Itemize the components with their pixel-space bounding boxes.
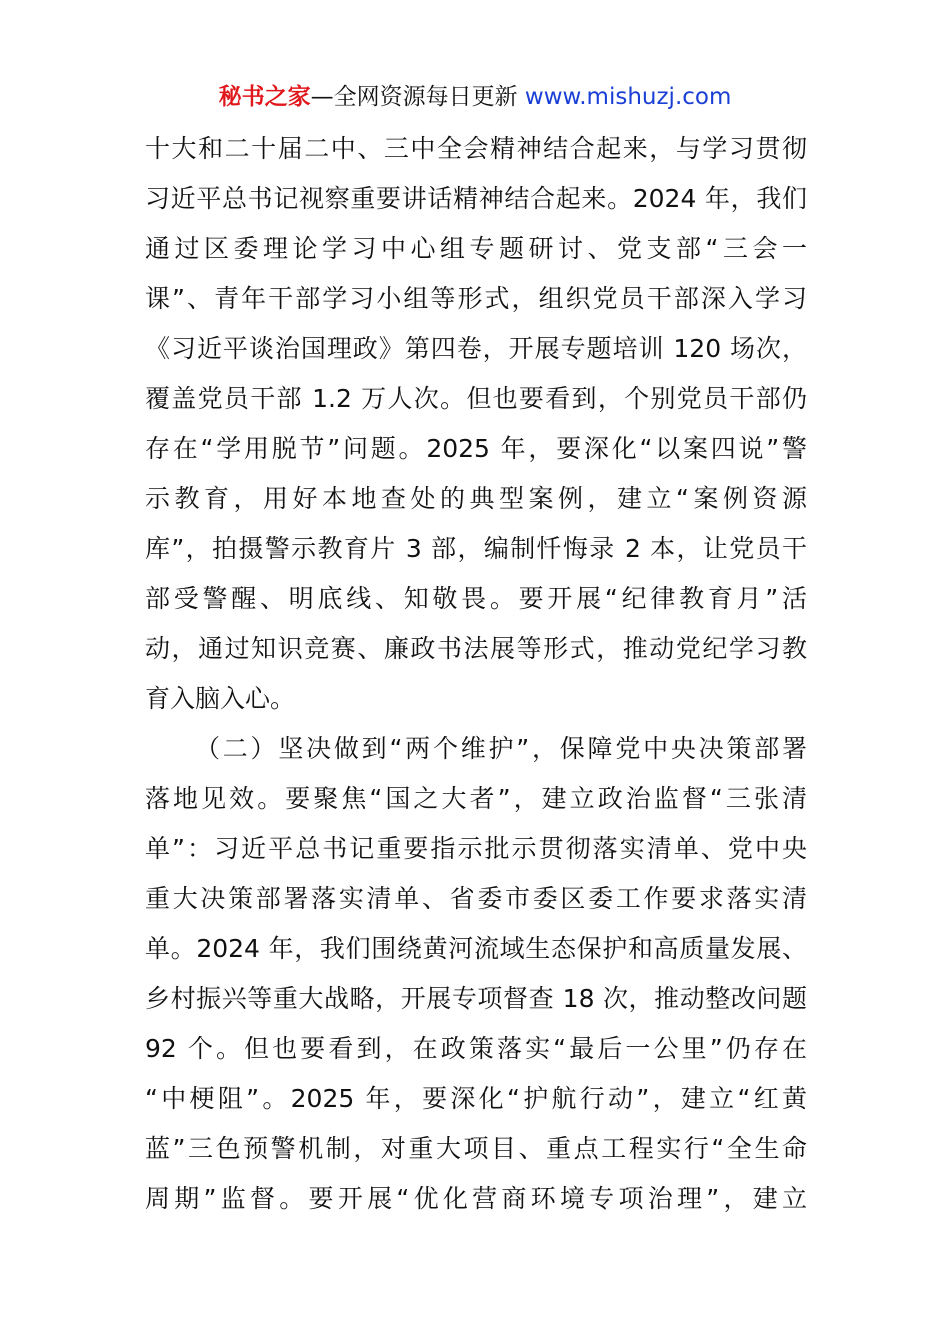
text-line: 动，通过知识竞赛、廉政书法展等形式，推动党纪学习教 — [145, 634, 807, 663]
text-line: 周期”监督。要开展“优化营商环境专项治理”，建立 — [145, 1184, 807, 1213]
text-line: 蓝”三色预警机制，对重大项目、重点工程实行“全生命 — [145, 1134, 807, 1163]
text-line: 库”，拍摄警示教育片 3 部，编制忏悔录 2 本，让党员干 — [145, 534, 807, 563]
text-line: 92 个。但也要看到，在政策落实“最后一公里”仍存在 — [145, 1034, 807, 1063]
text-line: 通过区委理论学习中心组专题研讨、党支部“三会一 — [145, 234, 807, 263]
text-line: 课”、青年干部学习小组等形式，组织党员干部深入学习 — [145, 284, 807, 313]
text-line: “中梗阻”。2025 年，要深化“护航行动”，建立“红黄 — [145, 1084, 807, 1113]
section-heading-line: （二）坚决做到“两个维护”，保障党中央决策部署 — [195, 734, 807, 763]
text-line: 单”：习近平总书记重要指示批示贯彻落实清单、党中央 — [145, 834, 807, 863]
text-line: 部受警醒、明底线、知敬畏。要开展“纪律教育月”活 — [145, 584, 807, 613]
brand-name: 秘书之家 — [218, 84, 311, 110]
document-body — [145, 124, 807, 1224]
text-line: 存在“学用脱节”问题。2025 年，要深化“以案四说”警 — [145, 434, 807, 463]
text-line: 落地见效。要聚焦“国之大者”，建立政治监督“三张清 — [145, 784, 807, 813]
paragraph-end-line: 育入脑入心。 — [145, 684, 296, 713]
text-line: 覆盖党员干部 1.2 万人次。但也要看到，个别党员干部仍 — [145, 384, 807, 413]
site-url: www.mishuzj.com — [524, 84, 732, 110]
text-line: 习近平总书记视察重要讲话精神结合起来。2024 年，我们 — [145, 184, 807, 213]
text-line: 单。2024 年，我们围绕黄河流域生态保护和高质量发展、 — [145, 934, 807, 963]
header-tagline: —全网资源每日更新 — [310, 84, 525, 110]
page-header — [0, 80, 950, 114]
text-line: 《习近平谈治国理政》第四卷，开展专题培训 120 场次， — [145, 334, 807, 363]
text-line: 乡村振兴等重大战略，开展专项督查 18 次，推动整改问题 — [145, 984, 807, 1013]
text-line: 示教育，用好本地查处的典型案例，建立“案例资源 — [145, 484, 807, 513]
text-line: 十大和二十届二中、三中全会精神结合起来，与学习贯彻 — [145, 134, 807, 163]
text-line: 重大决策部署落实清单、省委市委区委工作要求落实清 — [145, 884, 807, 913]
